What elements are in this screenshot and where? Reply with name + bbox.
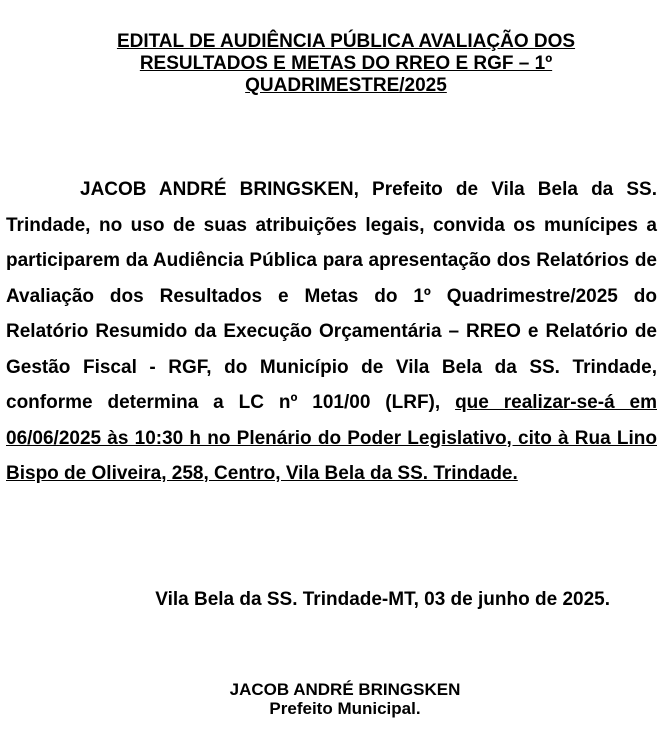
body-text-plain: , Prefeito de Vila Bela da SS. Trindade, no uso de suas atribuições legais, convida os munícipes a participarem da Audiência Pública para apresentação dos Relatórios de Avaliação dos Resultados e Metas do 1º Quadrimestre/2025 do Relatório Resumido da Execução Orçamentária – RREO e Relatório de Gestão Fiscal - RGF, do Município de Vila Bela da SS. Trindade, conforme determina a LC nº 101/00 (LRF), bbox=[6, 179, 657, 413]
document-body bbox=[6, 172, 657, 492]
body-text-underlined: que realizar-se-á em 06/06/2025 às 10:30 h no Plenário do Poder Legislativo, cito à Rua Lino Bispo de Oliveira, 258, Centro, Vila Bela da SS. Trindade. bbox=[6, 392, 657, 484]
document-title: EDITAL DE AUDIÊNCIA PÚBLICA AVALIAÇÃO DOS RESULTADOS E METAS DO RREO E RGF – 1º QUADRIMESTRE/2025 bbox=[116, 31, 576, 96]
mayor-name: JACOB ANDRÉ BRINGSKEN bbox=[80, 179, 354, 200]
signature-name: JACOB ANDRÉ BRINGSKEN bbox=[229, 680, 461, 699]
date-line: Vila Bela da SS. Trindade-MT, 03 de junho de 2025. bbox=[155, 589, 610, 610]
signature-block bbox=[0, 680, 664, 718]
signature-role: Prefeito Municipal. bbox=[269, 699, 421, 718]
